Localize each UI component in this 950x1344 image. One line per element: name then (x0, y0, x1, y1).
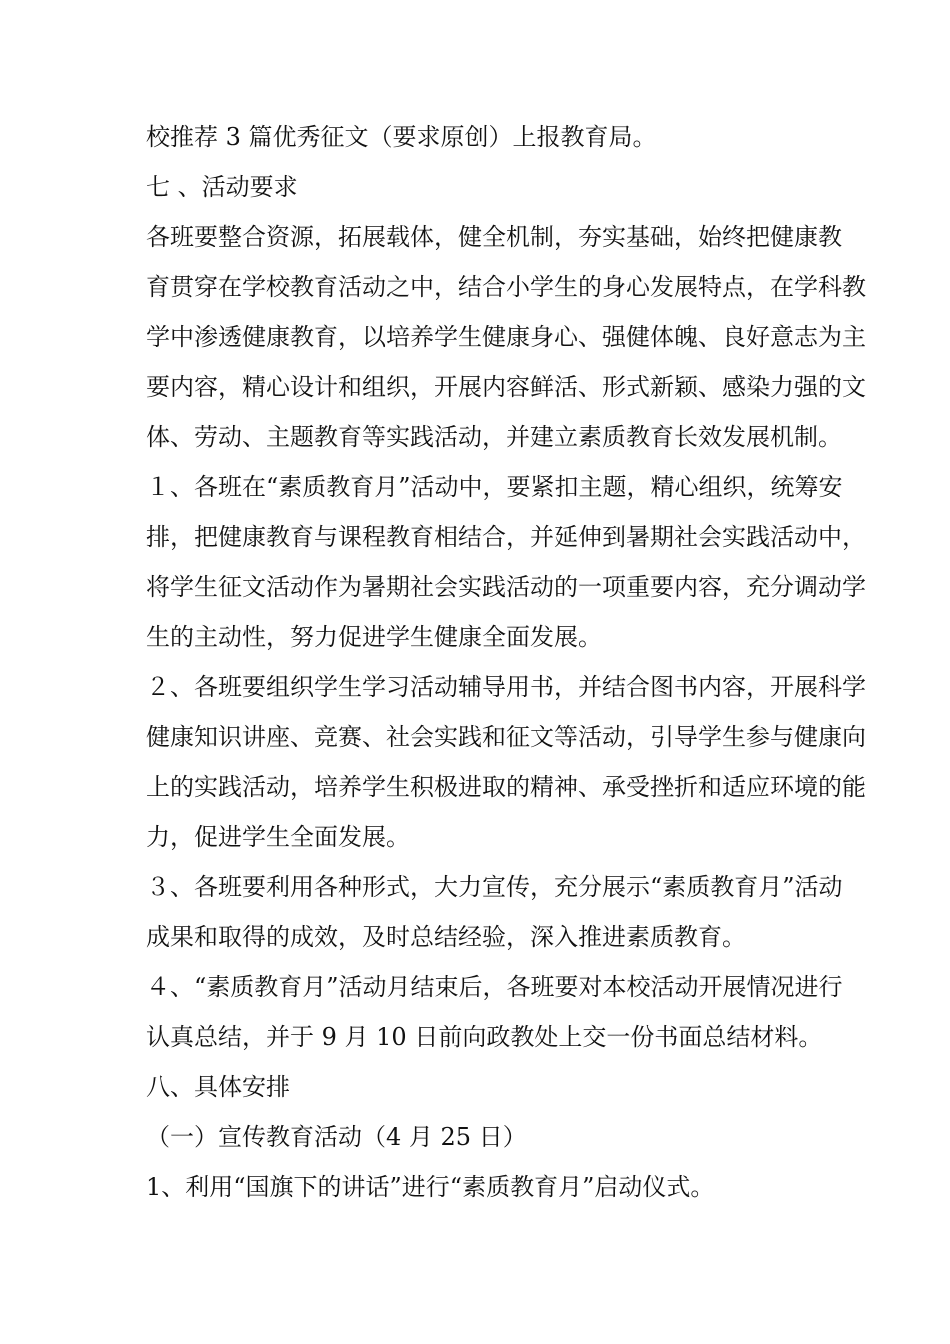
text-line: １、各班在“素质教育月”活动中，要紧扣主题，精心组织，统筹安 (146, 473, 843, 501)
text-line: 排，把健康教育与课程教育相结合，并延伸到暑期社会实践活动中， (146, 523, 866, 551)
text-line: ２、各班要组织学生学习活动辅导用书，并结合图书内容，开展科学 (146, 673, 866, 701)
text-line: 学中渗透健康教育，以培养学生健康身心、强健体魄、良好意志为主 (146, 323, 866, 351)
text-line: 育贯穿在学校教育活动之中，结合小学生的身心发展特点，在学科教 (146, 273, 866, 301)
text-line: 生的主动性，努力促进学生健康全面发展。 (146, 623, 602, 651)
text-line: 要内容，精心设计和组织，开展内容鲜活、形式新颖、感染力强的文 (146, 373, 866, 401)
text-line: 将学生征文活动作为暑期社会实践活动的一项重要内容，充分调动学 (146, 573, 866, 601)
text-line: ３、各班要利用各种形式，大力宣传，充分展示“素质教育月”活动 (146, 873, 843, 901)
text-line: 体、劳动、主题教育等实践活动，并建立素质教育长效发展机制。 (146, 423, 842, 451)
subsection-heading: （一）宣传教育活动（4 月 25 日） (146, 1123, 527, 1151)
section-heading: 七 、活动要求 (146, 173, 298, 201)
text-line: 认真总结，并于 9 月 10 日前向政教处上交一份书面总结材料。 (146, 1023, 823, 1051)
text-line: 校推荐 3 篇优秀征文（要求原创）上报教育局。 (146, 123, 657, 151)
text-line: 1、利用“国旗下的讲话”进行“素质教育月”启动仪式。 (146, 1173, 715, 1201)
text-line: 成果和取得的成效，及时总结经验，深入推进素质教育。 (146, 923, 746, 951)
text-line: 健康知识讲座、竞赛、社会实践和征文等活动，引导学生参与健康向 (146, 723, 866, 751)
text-line: ４、“素质教育月”活动月结束后，各班要对本校活动开展情况进行 (146, 973, 843, 1001)
text-line: 各班要整合资源，拓展载体，健全机制，夯实基础，始终把健康教 (146, 223, 842, 251)
text-line: 上的实践活动，培养学生积极进取的精神、承受挫折和适应环境的能 (146, 773, 866, 801)
text-line: 力，促进学生全面发展。 (146, 823, 410, 851)
section-heading: 八、具体安排 (146, 1073, 290, 1101)
